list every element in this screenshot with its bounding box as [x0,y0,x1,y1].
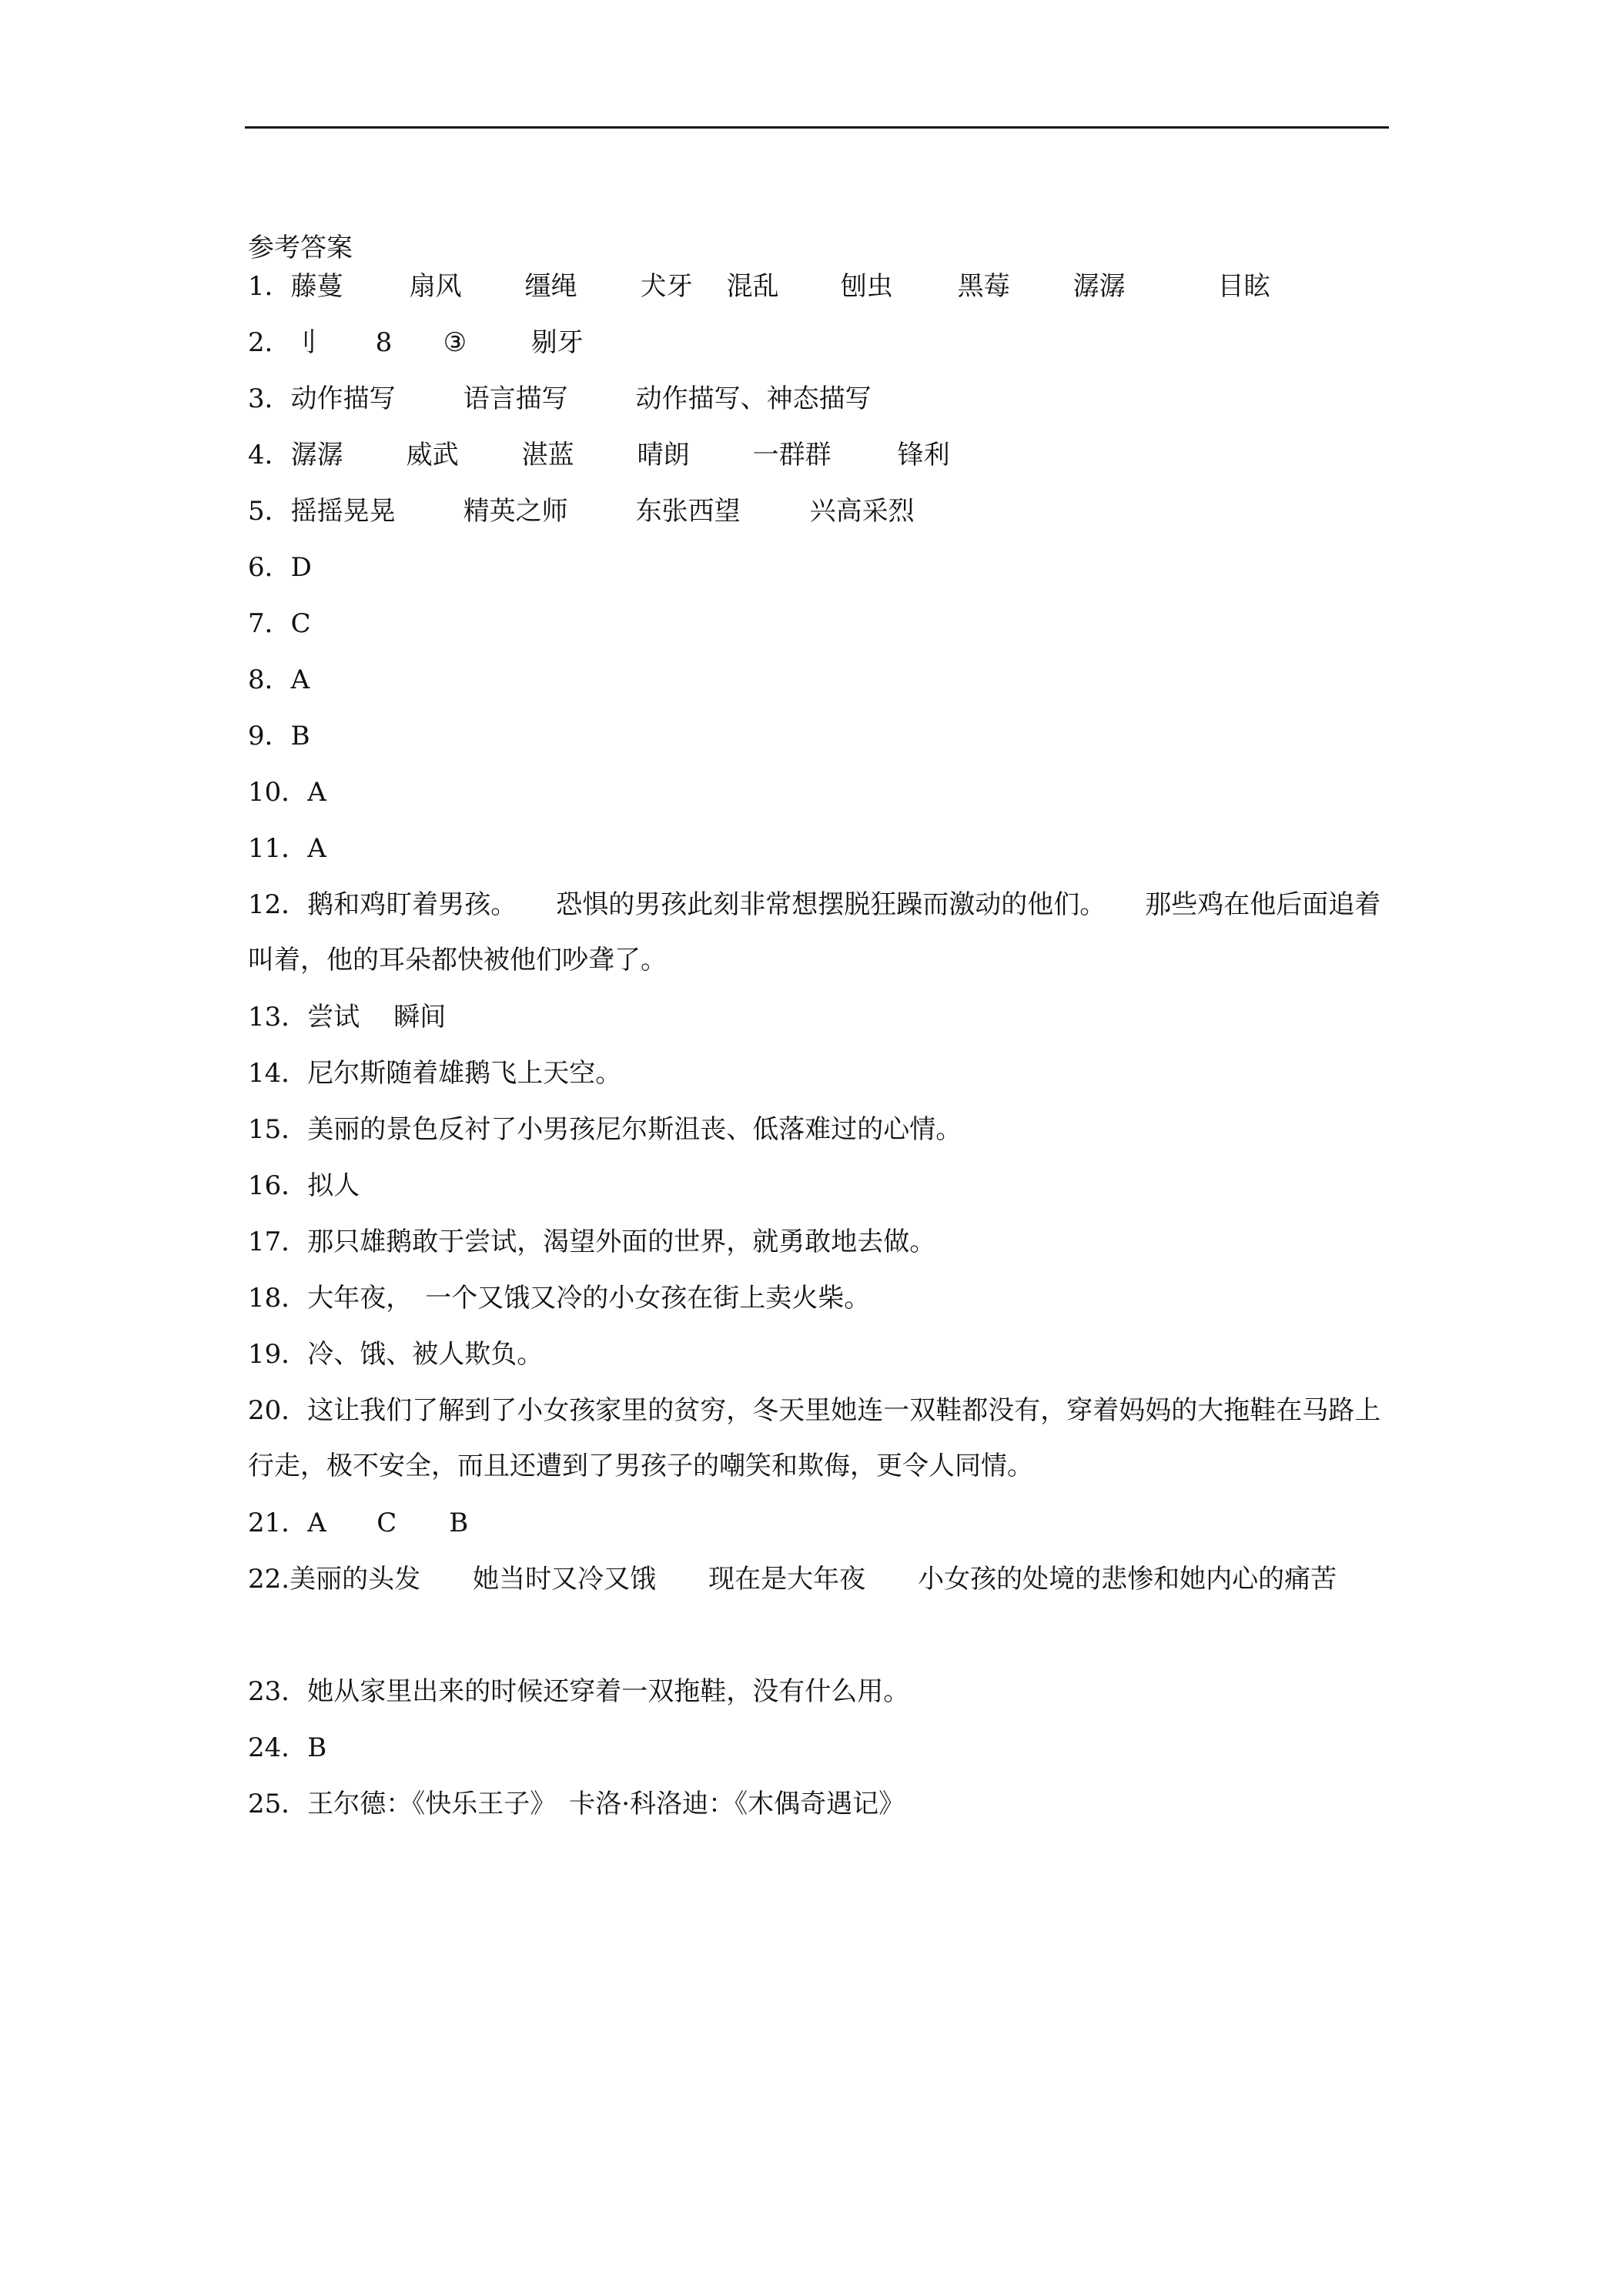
answer-5: 5．摇摇晃晃 精英之师 东张西望 兴高采烈 [248,496,915,527]
answer-1: 1．藤蔓 扇风 缰绳 犬牙 混乱 刨虫 黑莓 潺潺 目眩 [248,271,1270,302]
answer-25: 25．王尔德：《快乐王子》 卡洛·科洛迪：《木偶奇遇记》 [248,1789,905,1819]
answer-24: 24．B [248,1732,327,1763]
page-heading: 参考答案 [248,233,353,263]
answer-17: 17．那只雄鹅敢于尝试，渴望外面的世界，就勇敢地去做。 [248,1227,936,1257]
answer-21: 21．A C B [248,1508,469,1538]
header-rule [245,126,1389,129]
answer-15: 15．美丽的景色反衬了小男孩尼尔斯沮丧、低落难过的心情。 [248,1114,962,1145]
answer-10: 10．A [248,777,326,808]
answer-23: 23．她从家里出来的时候还穿着一双拖鞋，没有什么用。 [248,1676,910,1707]
answer-3: 3．动作描写 语言描写 动作描写、神态描写 [248,383,872,414]
answer-8: 8．A [248,664,310,695]
answer-19: 19．冷、饿、被人欺负。 [248,1339,544,1370]
answer-4: 4．潺潺 威武 湛蓝 晴朗 一群群 锋利 [248,440,950,470]
answer-9: 9．B [248,721,310,751]
answer-14: 14．尼尔斯随着雄鹅飞上天空。 [248,1058,622,1089]
answer-7: 7．C [248,608,311,639]
answer-11: 11．A [248,833,326,864]
answer-13: 13．尝试 瞬间 [248,1002,447,1033]
answer-6: 6．D [248,552,312,583]
answer-12: 12．鹅和鸡盯着男孩。 恐惧的男孩此刻非常想摆脱狂躁而激动的他们。 那些鸡在他后面追着叫着，他的耳朵都快被他们吵聋了。 [248,889,1381,976]
answer-2: 2．刂 8 ③ 剔牙 [248,327,584,358]
answer-22: 22.美丽的头发 她当时又冷又饿 现在是大年夜 小女孩的处境的悲惨和她内心的痛苦 [248,1564,1337,1595]
answer-16: 16．拟人 [248,1170,360,1201]
answer-20: 20．这让我们了解到了小女孩家里的贫穷，冬天里她连一双鞋都没有，穿着妈妈的大拖鞋在马路上行走，极不安全，而且还遭到了男孩子的嘲笑和欺侮，更令人同情。 [248,1395,1381,1481]
answer-18: 18．大年夜， 一个又饿又冷的小女孩在街上卖火柴。 [248,1283,871,1314]
